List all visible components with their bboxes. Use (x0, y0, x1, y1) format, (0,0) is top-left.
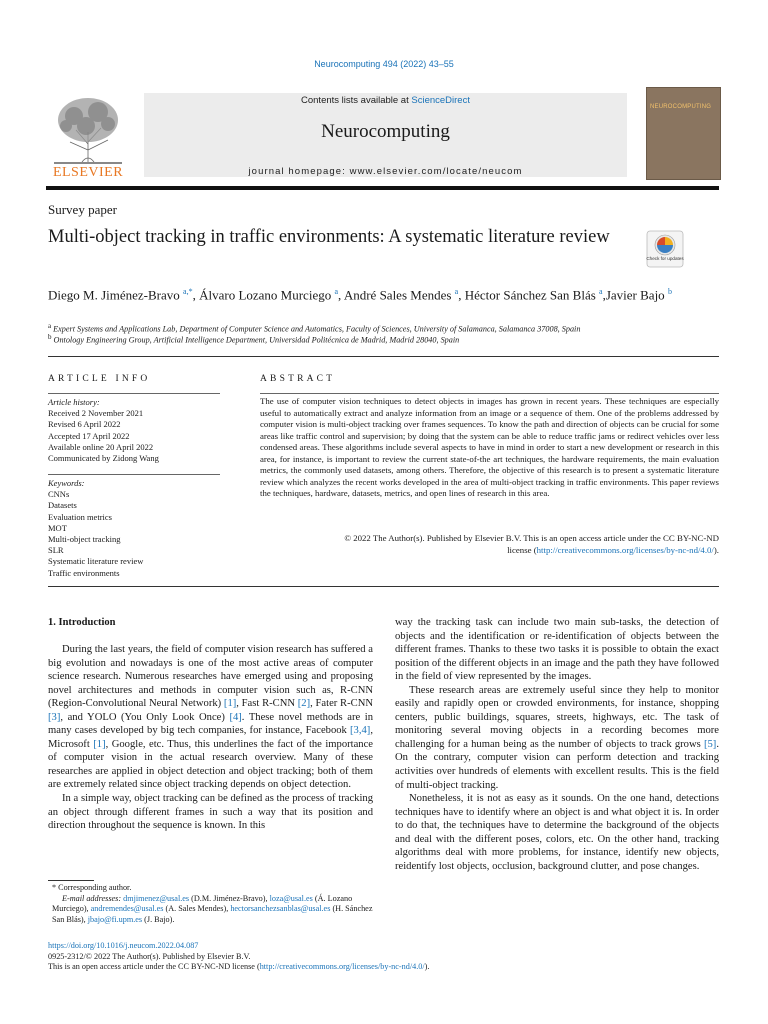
journal-title: Neurocomputing (321, 121, 450, 142)
email-link[interactable]: loza@usal.es (269, 893, 313, 903)
keywords-label: Keywords: (48, 478, 85, 488)
corresponding-author-note: * Corresponding author. (52, 883, 132, 892)
keyword: CNNs (48, 489, 70, 500)
affiliation-marker: b (48, 333, 52, 341)
history-item: Accepted 17 April 2022 (48, 430, 130, 441)
keyword: SLR (48, 545, 64, 556)
oa-suffix: ). (424, 962, 430, 972)
affiliation-a (48, 322, 718, 334)
left-column (48, 643, 373, 833)
divider (48, 393, 220, 394)
keyword: Traffic environments (48, 567, 120, 578)
keywords-block (48, 478, 220, 579)
keyword: Multi-object tracking (48, 534, 121, 545)
history-label: Article history: (48, 397, 100, 407)
author-list: Diego M. Jiménez-Bravo $^{a,*}$, Álvaro Lozano Murciego $^a$, André Sales Mendes $^a$, Héctor Sánchez San Blás $^a$,Javier Bajo $^b$ (48, 287, 672, 303)
paragraph: way the tracking task can include two main sub-tasks, the detection of objects and the identification or re-identification of objects between the different frames. Thanks to these two tasks it is possible to obtain the exact position of the different objects in an image and the path they have followed in the field of view represented by the images. (395, 617, 719, 683)
citation-link[interactable]: [1] (93, 738, 106, 750)
paragraph: Nonetheless, it is not as easy as it sounds. On the one hand, detections techniques have to identify where an object is and what object it is. In order to do that, the techniques have to determine the background of the objects and deal with the different poses, colors, etc. On the other hand, tracking algorithms deal with more problems, for instance, identify new objects, reidentify lost objects, occlusion, background clutter, and pose changes. (395, 793, 719, 872)
divider (48, 586, 719, 587)
citation-link[interactable]: [3,4] (350, 725, 371, 737)
doi-link[interactable]: https://doi.org/10.1016/j.neucom.2022.04.087 (48, 941, 199, 950)
history-list (48, 408, 220, 464)
author-name[interactable]: Javier Bajo (605, 287, 668, 303)
author-affiliation-marker[interactable]: a (454, 287, 459, 296)
affiliation-text: Expert Systems and Applications Lab, Department of Computer Science and Automatics, Faculty of Sciences, University of Salamanca, Salamanca 37008, Spain (53, 324, 581, 334)
email-link[interactable]: dmjimenez@usal.es (123, 893, 190, 903)
citation-link[interactable]: [2] (297, 698, 311, 710)
paragraph: In a simple way, object tracking can be defined as the process of tracking an object through different frames in such a way that its position and direction throughout the sequence is known. In this (48, 793, 373, 832)
contents-prefix: Contents lists available at (301, 95, 412, 106)
author-name[interactable]: Diego M. Jiménez-Bravo (48, 287, 184, 303)
right-column (395, 616, 719, 873)
history-item: Revised 6 April 2022 (48, 419, 121, 430)
article-info-heading: ARTICLE INFO (48, 374, 151, 384)
author-name[interactable]: André Sales Mendes (343, 287, 455, 303)
sciencedirect-link[interactable]: ScienceDirect (411, 95, 470, 106)
history-item: Available online 20 April 2022 (48, 441, 154, 452)
journal-reference[interactable]: Neurocomputing 494 (2022) 43–55 (314, 59, 454, 69)
publisher-name: ELSEVIER (52, 165, 124, 180)
footnote-rule (48, 880, 94, 881)
divider (260, 393, 719, 394)
license-prefix: license ( (507, 544, 537, 555)
email-label: E-mail addresses: (62, 893, 124, 903)
email-addresses: E-mail addresses: dmjimenez@usal.es (D.M. Jiménez-Bravo), loza@usal.es (Á. Lozano Murciego), andremendes@usal.es (A. Sales Mendes), hectorsanchezsanblas@usal.es (H. Sánchez San Blás), jbajo@fi.upm.es (J. Bajo). (52, 893, 373, 924)
author-name[interactable]: Héctor Sánchez San Blás (464, 287, 600, 303)
bottom-info (48, 941, 718, 973)
copyright-line: © 2022 The Author(s). Published by Elsevier B.V. This is an open access article under the CC BY-NC-ND (344, 533, 719, 543)
keyword: Evaluation metrics (48, 511, 112, 522)
paragraph: These research areas are extremely useful since they help to monitor easily and rapidly open or crowded environments, for instance, shopping centers, public buildings, squares, streets, highways, etc. The task of monitoring several moving objects in a recording becomes more challenging for a human being as the number of objects to track grows [5]. On the contrary, computer vision can perform detection and tracking activities over hundreds of elements with excellent results. This is the field of multi-object tracking. (395, 684, 719, 791)
keyword: MOT (48, 522, 67, 533)
author-name[interactable]: Álvaro Lozano Murciego (199, 287, 335, 303)
citation-link[interactable]: [1] (223, 698, 237, 710)
email-link[interactable]: jbajo@fi.upm.es (87, 914, 143, 924)
journal-homepage[interactable]: journal homepage: www.elsevier.com/locate/neucom (248, 166, 523, 177)
affiliation-marker: a (48, 322, 52, 330)
license-suffix: ). (713, 544, 719, 555)
divider (48, 474, 220, 475)
history-item: Communicated by Zidong Wang (48, 453, 159, 464)
check-for-updates-icon[interactable] (646, 230, 684, 268)
journal-cover-image[interactable] (646, 87, 721, 180)
issn-line: 0925-2312/© 2022 The Author(s). Published by Elsevier B.V. (48, 951, 251, 961)
email-link[interactable]: hectorsanchezsanblas@usal.es (230, 904, 331, 914)
crossmark-label: Check for updates (646, 256, 684, 261)
affiliation-b (48, 333, 718, 345)
paragraph: During the last years, the field of computer vision research has suffered a big evolution and nowadays is one of the most active areas of computer science research. Numerous researches have emerged using and proposing novel architectures and methods in computer vision such as, R-CNN (Region-Convolutional Neural Network) [1], Fast R-CNN [2], Fater R-CNN [3], and YOLO (You Only Look Once) [4]. These novel methods are in many cases developed by big tech companies, for instance, Facebook [3,4], Microsoft [1], Google, etc. Thus, this underlines the fact of the importance of computer vision in the actual research overview. Many of these researches are applied in object detection and object tracking; both of them are extremely related since object tracking depends on object detection. (48, 644, 373, 791)
author-affiliation-marker[interactable]: a (599, 287, 603, 296)
footnote (52, 883, 374, 925)
abstract-copyright (260, 533, 719, 556)
keyword: Systematic literature review (48, 556, 144, 567)
citation-link[interactable]: [4] (229, 711, 242, 723)
citation-link[interactable]: [5] (703, 738, 717, 750)
article-history (48, 397, 220, 464)
article-title: Multi-object tracking in traffic environments: A systematic literature review (48, 227, 610, 247)
author-affiliation-marker[interactable]: a (334, 287, 339, 296)
keywords-list (48, 489, 220, 579)
oa-license-link[interactable]: http://creativecommons.org/licenses/by-nc-nd/4.0/ (259, 962, 425, 972)
oa-prefix: This is an open access article under the CC BY-NC-ND license ( (48, 962, 260, 972)
abstract-text: The use of computer vision techniques to detect objects in images has grown in recent years. These techniques are especially useful to automatically extract and analyze information from an image or a sequence of them. One of the problems addressed by computer vision is multi-object tracking over frames sequences. To know the path and direction of objects can be crucial for some areas like traffic control and supervision; by doing that the system can be able to reduce traffic jams or redirect vehicles over less condensed areas. These algorithms include several aspects to have in mind in order to start a new development or research in this area, for instance, is important to review the current state-of-the art techniques, the hardware requirements, the main evaluation metrics, the commonly used datasets, among others. Therefore, the objective of this research is to present a systematic literature review which analyzes the recent works developed in the area of multi-object tracking in traffic environments. This paper reviews the techniques, hardware, datasets, metrics, and open lines of research in this area. (260, 396, 719, 499)
author-affiliation-marker[interactable]: a,* (183, 287, 193, 296)
article-type: Survey paper (48, 202, 117, 217)
cover-title: NEUROCOMPUTING (650, 104, 712, 110)
license-link[interactable]: http://creativecommons.org/licenses/by-nc-nd/4.0/ (536, 544, 714, 555)
contents-line (144, 95, 627, 106)
keyword: Datasets (48, 500, 77, 511)
citation-link[interactable]: [3] (48, 711, 61, 723)
author-affiliation-marker[interactable]: b (667, 287, 672, 296)
abstract-heading: ABSTRACT (260, 374, 336, 384)
header-rule (46, 186, 719, 190)
email-link[interactable]: andremendes@usal.es (90, 904, 164, 914)
divider (48, 356, 719, 357)
section-heading: 1. Introduction (48, 617, 116, 628)
affiliation-text: Ontology Engineering Group, Artificial Intelligence Department, Universidad Politécnica de Madrid, Madrid 28040, Spain (53, 335, 460, 345)
history-item: Received 2 November 2021 (48, 408, 144, 419)
